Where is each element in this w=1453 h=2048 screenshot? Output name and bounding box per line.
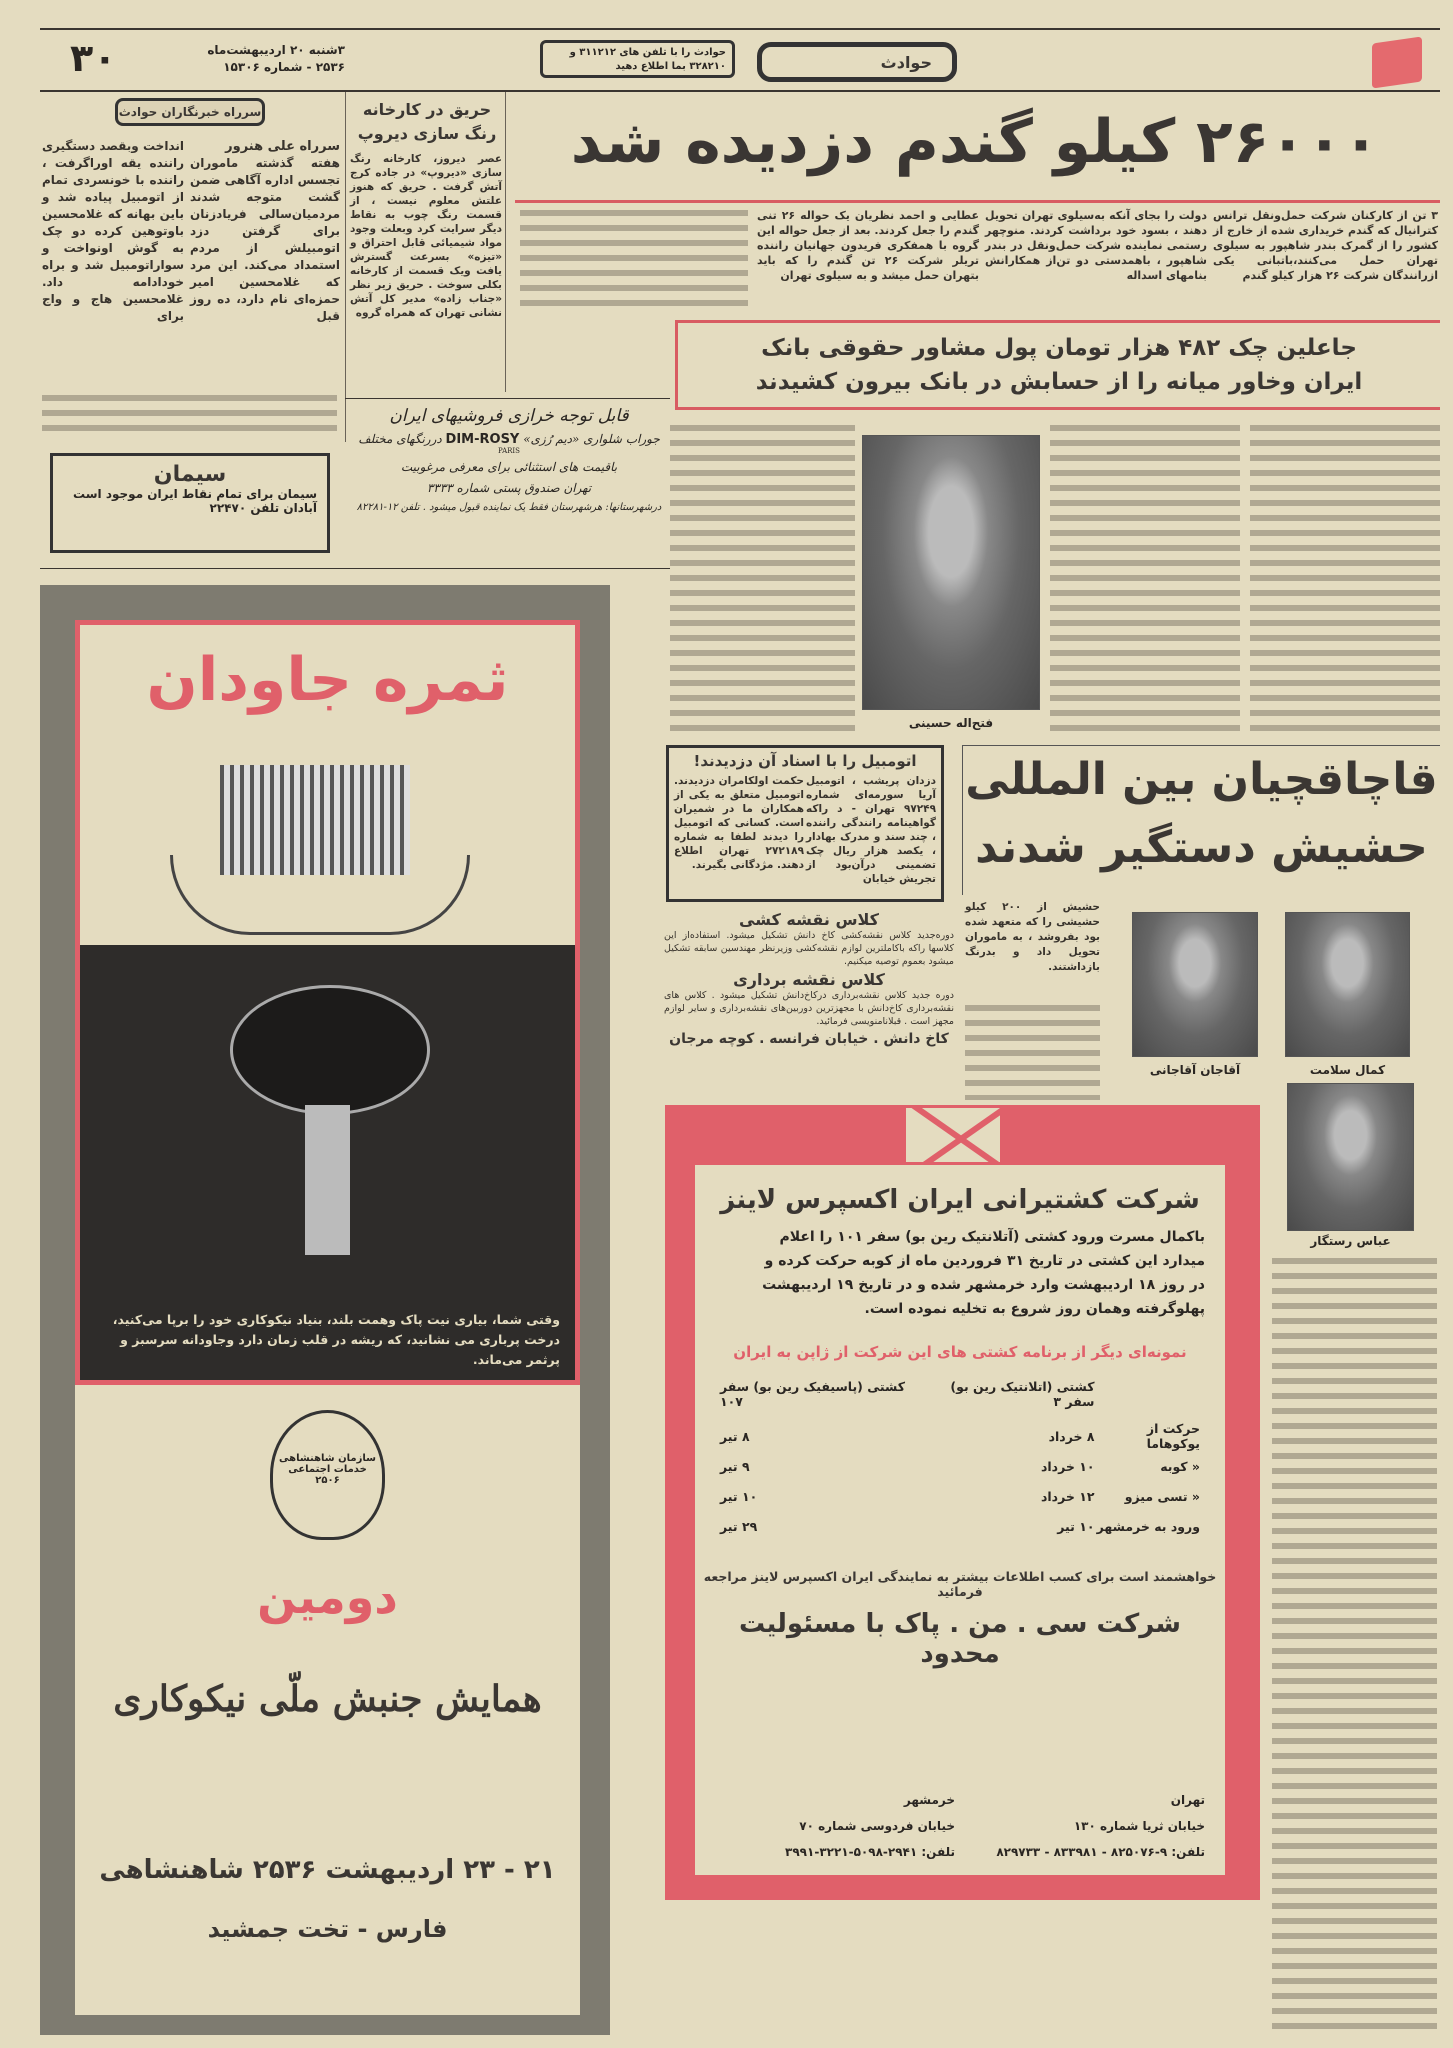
office-address: خیابان ثریا شماره ۱۳۰ [1073, 1819, 1205, 1833]
table-cell: « تسی میزو [1124, 1488, 1200, 1504]
ship-agent-name: شرکت سی . من . پاک با مسئولیت محدود [739, 1609, 1181, 1669]
photo-caption: فتح‌اله حسینی [908, 716, 994, 730]
emblem-text: سازمان شاهنشاهی [279, 1453, 376, 1464]
text-filler [1050, 425, 1240, 735]
newspaper-logo [1372, 36, 1422, 88]
ship-ad [665, 1105, 1260, 1900]
phone-notice-line: ۳۲۸۲۱۰ بما اطلاع دهید [615, 61, 726, 72]
table-cell: ۸ تیر [720, 1428, 750, 1444]
dim-rosy-brand: DIM-ROSY [445, 432, 520, 447]
office-city: خرمشهر [903, 1793, 955, 1807]
table-row [720, 1481, 1200, 1511]
class-text: دوره‌جدید کلاس نقشه‌کشی کاخ دانش تشکیل میشود. استفاده‌از این کلاسها راکه باکاملترین لوازم نقشه‌کشی وزیرنظر مهندسین سابقه تشکیل میشود بعموم توصیه میکنیم. [664, 930, 954, 967]
bank-headline-box [675, 320, 1440, 410]
table-cell: ۱۰ خرداد [1040, 1458, 1095, 1474]
class-title: کلاس نقشه کشی [739, 910, 879, 929]
table-cell [1094, 1379, 1200, 1421]
smuggling-text: حشیش از ۲۰۰ کیلو حشیشی را که متعهد شده بود بفروشد ، به ماموران تحویل داد و بدرنگ بازداشتند. [965, 901, 1100, 973]
rule [40, 568, 670, 569]
text-filler [1272, 1258, 1437, 2030]
schedule-title: نمونه‌ای دیگر از برنامه کشتی های این شرکت از ژاپن به ایران [733, 1343, 1187, 1361]
suspect-photo [1287, 1083, 1414, 1231]
table-row [720, 1421, 1200, 1451]
date-line: ۳شنبه ۲۰ اردیبهشت‌ماه [207, 43, 345, 57]
khorramshahr-office [715, 1787, 955, 1865]
reporters-column-right [190, 138, 340, 325]
simman-ad [50, 453, 330, 553]
ship-logo [903, 1105, 1003, 1165]
phone-notice-box [540, 40, 735, 78]
dim-rosy-text: دررنگهای مختلف [358, 432, 442, 446]
office-address: خیابان فردوسی شماره ۷۰ [799, 1819, 955, 1833]
class-text: دوره جدید کلاس نقشه‌برداری درکاخ‌دانش تشکیل میشود . کلاس های نقشه‌برداری کاخ‌دانش با مجهزترین دوربین‌های نقشه‌برداری و سایر لوازم مجهز است . قبلا‌نامنویسی فرمائید. [664, 990, 954, 1027]
charity-event-section [75, 1385, 580, 2015]
simman-line: سیمان برای تمام نقاط ایران موجود است [73, 487, 317, 501]
table-cell: ۱۲ خرداد [1040, 1488, 1095, 1504]
charity-dates: ۲۱ - ۲۳ اردیبهشت ۲۵۳۶ شاهنشاهی [99, 1855, 556, 1885]
charity-event: همایش جنبش ملّی نیکوکاری [113, 1678, 542, 1720]
issue-date [135, 42, 345, 76]
section-title: حوادث [880, 53, 932, 72]
fire-article-text: عصر دیروز، کارخانه رنگ سازی «دیروپ» در جاده کرج آتش گرفت . حریق که هنوز علتش معلوم نیست ، از قسمت رنگ چوب به نقاط دیگر سرایت کرد وبعلت وجود مواد شیمیائی قابل احتراق و «تیزه» بسرعت گسترش یافت ویک قسمت از کارخانه بکلی سوخت . حریق زیر نظر «جناب زاده» مدیر کل آتش نشانی تهران که همراه گروه [350, 153, 502, 319]
table-cell: ورود به خرمشهر [1096, 1518, 1200, 1534]
reporters-text: انداخت وبقصد دستگیری راننده یقه اوراگرفت ، راننده با خونسردی تمام از اتومبیل پیاده شد و باین بهانه که غلامحسین باوتوهین کرده دو چک به گوش اونواخت و سواراتومبیل شد و براه خودادامه داد. غلامحسین هاج و واج برای [42, 139, 184, 323]
car-theft-box [666, 745, 944, 902]
table-header-cell: کشتی (اتلانتیک رین بو) سفر ۳ [950, 1379, 1095, 1409]
smuggling-headline-line: قاچاقچیان بین المللی [965, 754, 1438, 805]
wheat-article-col: عطایی و احمد نظریان یک حواله ۲۶ تنی گندم را جعل کردند. بعد از جعل حواله این گروه با همفکری فریدون جهانیان راننده تریلر شرکت ۲۶ تن گندم را که باید بتهران حمل میشد و به سیلوی تهران [757, 209, 979, 282]
car-theft-headline: اتومبیل را با اسناد آن دزدیدند! [693, 752, 917, 770]
charity-second: دومین [257, 1570, 398, 1624]
smuggling-headline-line: حشیش دستگیر شدند [975, 822, 1428, 873]
class-address: کاخ دانش . خیابان فرانسه . کوچه مرجان [669, 1031, 949, 1047]
office-city: تهران [1170, 1793, 1205, 1807]
schedule-table [720, 1379, 1200, 1541]
table-row [720, 1511, 1200, 1541]
section-title-box [757, 42, 957, 82]
tree-trunk [305, 1105, 350, 1255]
rule [345, 398, 670, 399]
reporters-subhead: سرراه علی هنرور [225, 139, 340, 154]
text-filler [1250, 425, 1440, 735]
ship-announcement: باکمال مسرت ورود کشتی (آتلانتیک رین بو) سفر ۱۰۱ را اعلام میدارد این کشتی در تاریخ ۳۱ فروردین ماه از کوبه حرکت کرده و در روز ۱۸ اردیبهشت وارد خرمشهر شده و در تاریخ ۱۹ اردیبهشت پهلوگرفته وهمان روز شروع به تخلیه نموده است. [762, 1229, 1205, 1317]
dim-rosy-line: باقیمت های استثنائی برای معرفی مرغوبیت [400, 460, 618, 474]
suspect-photo [1132, 912, 1258, 1057]
reporters-text: هفته گذشته ماموران تجسس اداره آگاهی ضمن گشت متوجه شدند مردمیان‌سالی فریادزنان برای گرفتن دزد اتومبیلش از مردم استمداد می‌کند. این مرد که غلامحسین امیر حمزه‌ای نام دارد، ده روز قبل [190, 156, 340, 323]
bank-headline-line: جاعلین چک ۴۸۲ هزار تومان پول مشاور حقوقی بانک [761, 335, 1357, 361]
ship-company-name: شرکت کشتیرانی ایران اکسپرس لاینز [720, 1185, 1200, 1215]
ship-contact-note: خواهشمند است برای کسب اطلاعات بیشتر به نمایندگی ایران اکسپرس لاینز مراجعه فرمائید [703, 1569, 1217, 1599]
class-ads [664, 910, 954, 1047]
tree-leaves [230, 985, 430, 1115]
hands-illustration [170, 855, 470, 935]
table-cell: ۱۰ تیر [720, 1488, 758, 1504]
text-filler [670, 425, 855, 735]
photo-caption: عباس رستگار [1310, 1234, 1391, 1248]
column-rule [505, 92, 506, 392]
main-headline: ۲۶۰۰۰ کیلو گندم دزدیده شد [570, 107, 1380, 177]
charity-slogan: وقتی شما، بیاری نیت پاک وهمت بلند، بنیاد نیکوکاری خود را برپا می‌کنید، درخت پرباری می نشانید، که ریشه در قلب زمان دارد وجاودانه سرسبز و پرثمر می‌ماند. [112, 1312, 560, 1367]
dim-rosy-title: قابل توجه خرازی فروشیهای ایران [389, 406, 629, 426]
simman-line: آبادان تلفن ۲۲۴۷۰ [209, 501, 317, 515]
emblem-text: ۲۵۰۶ [315, 1475, 340, 1486]
text-filler [520, 210, 748, 310]
dim-rosy-line: تهران صندوق پستی شماره ۳۳۳۳ [426, 481, 592, 495]
tehran-office [965, 1787, 1205, 1865]
photo-caption: کمال سلامت [1309, 1063, 1386, 1077]
dim-rosy-line: درشهرستانها: هرشهرستان فقط یک نماینده قبول میشود . تلفن ۱۲-۸۲۲۸۱ [356, 502, 662, 513]
photo-caption: آقاجان آقاجانی [1149, 1063, 1241, 1077]
simman-title: سیمان [153, 462, 227, 487]
wheat-article-col: ۳ تن از کارکنان شرکت حمل‌ونقل ترانس کترانیال که گندم خریداری شده از خارج از کشور را از گمرک بندر شاهپور به سیلوی تهران حمل می‌کنند،باتبانی یکی ازرانندگان شرکت ۲۶ هزار کیلو گندم [1213, 209, 1438, 282]
table-cell: ۹ تیر [720, 1458, 750, 1474]
smuggling-headline-box [962, 745, 1440, 895]
class-title: کلاس نقشه برداری [733, 970, 885, 989]
phone-notice-line: حوادث را با تلفن های ۳۱۱۲۱۲ و [569, 47, 726, 58]
portrait-photo [862, 435, 1040, 710]
column-rule [345, 92, 346, 442]
table-row [720, 1451, 1200, 1481]
charity-location: فارس - تخت جمشید [207, 1915, 448, 1943]
dim-rosy-ad [350, 406, 668, 513]
dim-rosy-line [350, 432, 668, 447]
table-cell: ۲۹ تیر [720, 1518, 758, 1534]
emblem-text: خدمات اجتماعی [288, 1464, 367, 1475]
table-header-cell: کشتی (پاسیفیک رین بو) سفر ۱۰۷ [720, 1379, 905, 1409]
table-header [720, 1379, 1200, 1421]
wheat-article-col: دولت را بجای آنکه به‌سیلوی تهران تحویل دهند ، بسود خود برداشت کردند. منوچهر رستمی نماینده شرکت حمل‌ونقل در بندر شاهپور ، باهمدستی دو تن‌از همکارانش بنامهای اسداله [985, 209, 1207, 282]
charity-ad [40, 585, 610, 2035]
table-cell: ۱۰ تیر [1057, 1518, 1095, 1534]
charity-title: ثمره جاودان [146, 645, 509, 715]
page-number: ۳۰ [70, 36, 117, 80]
car-theft-text: حکمت اولکامران دزدیدند. اتومبیل متعلق به یکی از همکاران ما در شمیران است. کسانی که اتومبیل را دیدند لطفا به شماره ۲۷۲۱۸۹ تهران اطلاع دهند. مژدگانی بگیرند. [674, 775, 804, 871]
bank-headline-line: ایران وخاور میانه را از حسابش در بانک بیرون کشیدند [755, 369, 1363, 395]
header-top-rule [40, 28, 1440, 30]
charity-poster [75, 620, 580, 1385]
reporters-box-title: سرراه خبرنگاران حوادث [115, 98, 265, 126]
dim-rosy-brand-sub: PARIS [498, 447, 520, 455]
issue-number: ۲۵۳۶ - شماره ۱۵۳۰۶ [223, 60, 345, 74]
emblem [270, 1410, 385, 1540]
office-phone: تلفن: ۹-۸۲۵۰۷۶ - ۸۳۳۹۸۱ - ۸۲۹۷۳۳ [996, 1845, 1205, 1859]
table-cell: « کوبه [1160, 1458, 1200, 1474]
ship-ad-content [695, 1165, 1225, 1875]
table-cell: ۸ خرداد [1048, 1428, 1095, 1444]
tree-illustration [80, 945, 575, 1380]
office-phone: تلفن: ۲۹۴۱-۵۰۹۸-۳۲۲۱-۳۹۹۱ [785, 1845, 955, 1859]
text-filler [965, 1005, 1100, 1100]
dim-rosy-text: جوراب شلواری «دیم رُزی» [523, 432, 660, 446]
red-rule [515, 200, 1440, 203]
text-filler [42, 395, 337, 440]
suspect-photo [1285, 912, 1410, 1057]
table-cell: حرکت از یوکوهاما [1146, 1421, 1200, 1451]
fire-headline: حریق در کارخانه رنگ سازی دیروپ [357, 100, 497, 143]
car-theft-text: دزدان پریشب ، اتومبیل آریا سورمه‌ای شماره ۹۷۲۴۹ تهران - د راکه گواهینامه رانندگی راننده ، چند سند و مدرک بهادار ، یکصد هزار ریال چک تضمینی درآن‌بود از تجریش خیابان [806, 775, 936, 885]
